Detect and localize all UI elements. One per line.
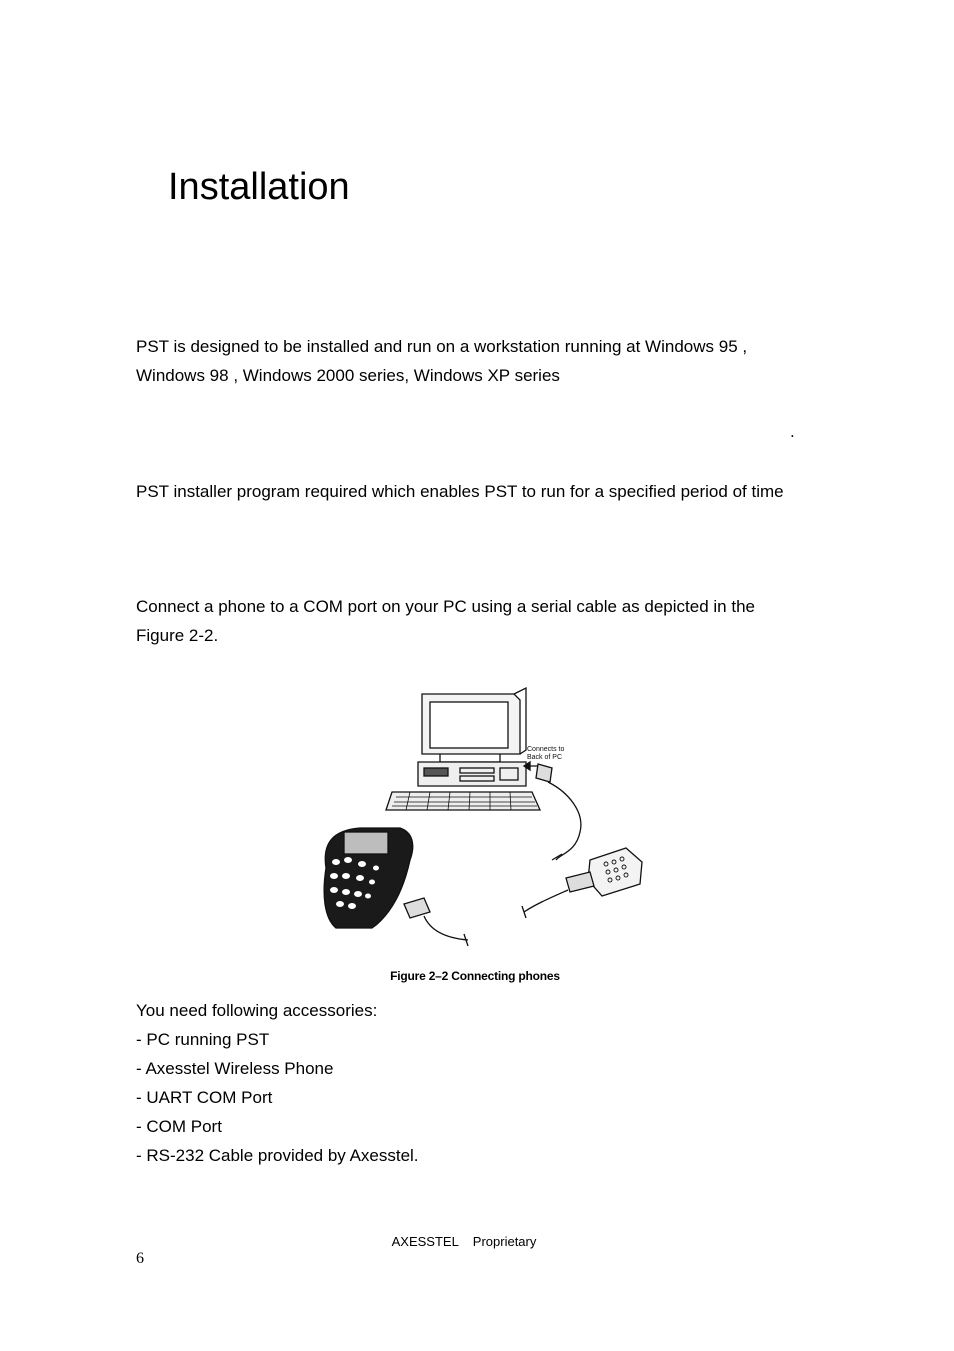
os-line-1: PST is designed to be installed and run on a workstation running at Windows 95 ,: [136, 337, 748, 356]
figure-caption: Figure 2–2 Connecting phones: [390, 969, 560, 983]
serial-connector-phone: [566, 872, 594, 892]
os-line-2: Windows 98 , Windows 2000 series, Windows XP series: [136, 366, 560, 385]
keyboard-illustration: [386, 792, 540, 810]
list-item: - RS-232 Cable provided by Axesstel.: [136, 1146, 419, 1165]
pc-monitor-illustration: [422, 688, 526, 762]
list-item: - COM Port: [136, 1117, 222, 1136]
accessories-section: [136, 996, 836, 1170]
serial-connector-handset: [404, 898, 430, 918]
list-item: - PC running PST: [136, 1030, 270, 1049]
installer-paragraph: PST installer program required which enables PST to run for a specified period of time: [136, 482, 784, 501]
desk-phone-illustration: [588, 848, 642, 896]
serial-cable-phone: [524, 890, 568, 912]
connecting-phones-figure: [300, 682, 650, 970]
page-number: 6: [136, 1250, 144, 1267]
stray-period: .: [790, 422, 795, 441]
connect-line-2: Figure 2-2.: [136, 626, 219, 645]
serial-connector-pc: [536, 764, 552, 782]
list-item: - Axesstel Wireless Phone: [136, 1059, 334, 1078]
accessories-list: [136, 1025, 836, 1170]
os-requirements-paragraph: [136, 332, 836, 390]
figure-annotation-line-2: Back of PC: [527, 754, 563, 761]
footer-proprietary: AXESSTEL Proprietary: [391, 1234, 537, 1249]
pc-case-illustration: [418, 762, 526, 786]
connect-paragraph: [136, 592, 836, 650]
figure-annotation-line-1: Connects to: [527, 746, 565, 753]
serial-cable-handset: [424, 916, 468, 940]
serial-cable-pc: [548, 782, 581, 860]
accessories-intro: You need following accessories:: [136, 1001, 378, 1020]
connect-line-1: Connect a phone to a COM port on your PC using a serial cable as depicted in the: [136, 597, 755, 616]
page-title: Installation: [168, 166, 350, 208]
handset-phone-illustration: [324, 828, 413, 928]
list-item: - UART COM Port: [136, 1088, 273, 1107]
